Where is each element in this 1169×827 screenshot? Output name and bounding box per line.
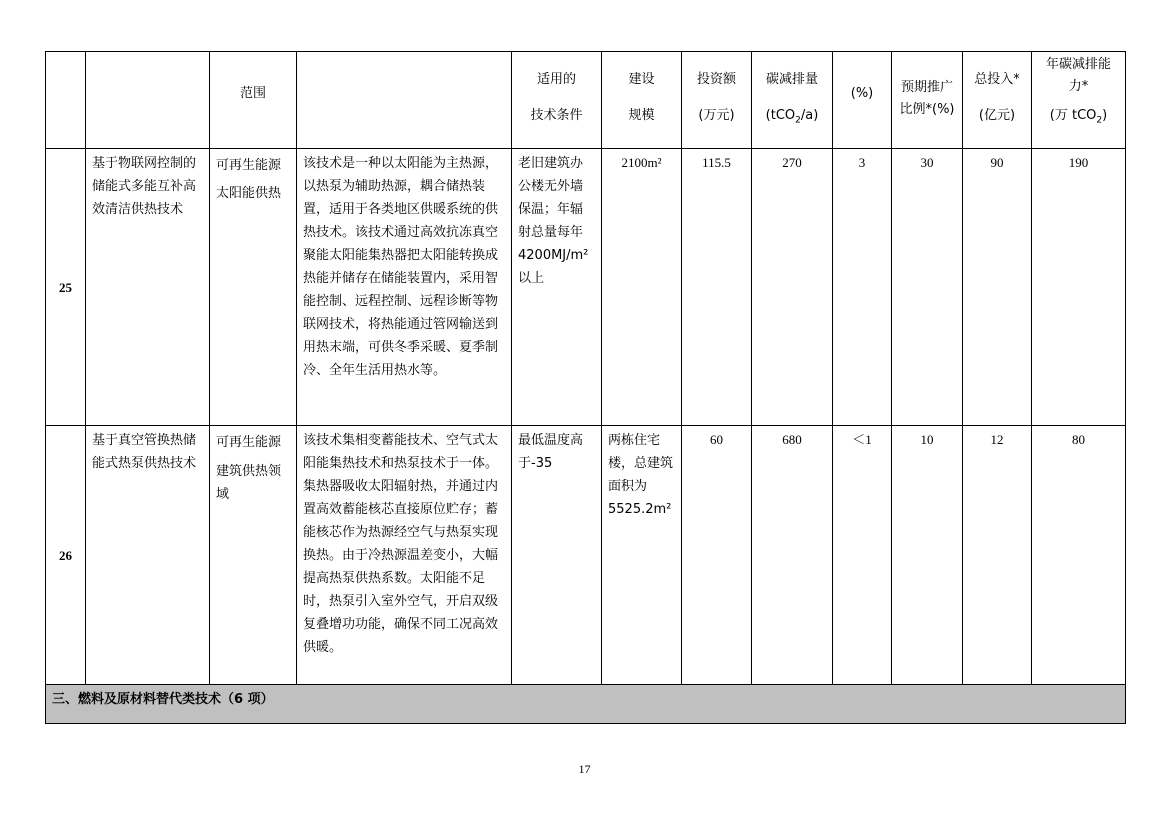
tech-conditions: 最低温度高于-35 — [512, 426, 602, 685]
header-cell-conditions: 适用的 技术条件 — [512, 52, 602, 149]
tech-investment: 115.5 — [682, 149, 752, 426]
header-cell-reduction: 碳减排量 (tCO$_2$/a) — [752, 52, 833, 149]
tech-investment: 60 — [682, 426, 752, 685]
tech-annual: 190 — [1032, 149, 1126, 426]
tech-scale: 两栋住宅楼，总建筑面积为5525.2m² — [602, 426, 682, 685]
header-row — [46, 52, 1126, 149]
section-title: 三、燃料及原材料替代类技术（6 项） — [46, 685, 1126, 724]
tech-total: 12 — [963, 426, 1032, 685]
tech-name: 基于真空管换热储能式热泵供热技术 — [86, 426, 210, 685]
tech-ratio: 30 — [892, 149, 963, 426]
technology-table — [45, 51, 1126, 724]
tech-name: 基于物联网控制的储能式多能互补高效清洁供热技术 — [86, 149, 210, 426]
tech-percent: ＜1 — [833, 426, 892, 685]
table-row — [46, 149, 1126, 426]
tech-conditions: 老旧建筑办公楼无外墙保温；年辐射总量每年4200MJ/m²以上 — [512, 149, 602, 426]
tech-total: 90 — [963, 149, 1032, 426]
tech-scale: 2100m² — [602, 149, 682, 426]
header-cell-no — [46, 52, 86, 149]
header-cell-desc — [297, 52, 512, 149]
header-cell-total: 总投入* (亿元) — [963, 52, 1032, 149]
tech-ratio: 10 — [892, 426, 963, 685]
tech-reduction: 680 — [752, 426, 833, 685]
tech-scope: 可再生能源 建筑供热领域 — [210, 426, 297, 685]
row-number: 26 — [46, 426, 86, 685]
header-cell-scope: 范围 — [210, 52, 297, 149]
section-row — [46, 685, 1126, 724]
header-cell-ratio: 预期推广 比例*(%) — [892, 52, 963, 149]
tech-description: 该技术是一种以太阳能为主热源，以热泵为辅助热源，耦合储热装置，适用于各类地区供暖系统的供热技术。该技术通过高效抗冻真空聚能太阳能集热器把太阳能转换成热能并储存在储能装置内，采用智能控制、远程控制、远程诊断等物联网技术，将热能通过管网输送到用热末端，可供冬季采暖、夏季制冷、全年生活用热水等。 — [297, 149, 512, 426]
tech-description: 该技术集相变蓄能技术、空气式太阳能集热技术和热泵技术于一体。集热器吸收太阳辐射热，并通过内置高效蓄能核芯直接原位贮存；蓄能核芯作为热源经空气与热泵实现换热。由于冷热源温差变小，大幅提高热泵供热系数。太阳能不足时，热泵引入室外空气，开启双级复叠增功功能，确保不同工况高效供暖。 — [297, 426, 512, 685]
header-cell-scale: 建设 规模 — [602, 52, 682, 149]
header-cell-investment: 投资额 (万元) — [682, 52, 752, 149]
tech-annual: 80 — [1032, 426, 1126, 685]
row-number: 25 — [46, 149, 86, 426]
header-cell-name — [86, 52, 210, 149]
table-row — [46, 426, 1126, 685]
header-cell-percent: (%) — [833, 52, 892, 149]
page-number: 17 — [578, 762, 591, 776]
tech-percent: 3 — [833, 149, 892, 426]
tech-scope: 可再生能源 太阳能供热 — [210, 149, 297, 426]
header-cell-annual: 年碳减排能 力* (万 tCO$_2$) — [1032, 52, 1126, 149]
tech-reduction: 270 — [752, 149, 833, 426]
